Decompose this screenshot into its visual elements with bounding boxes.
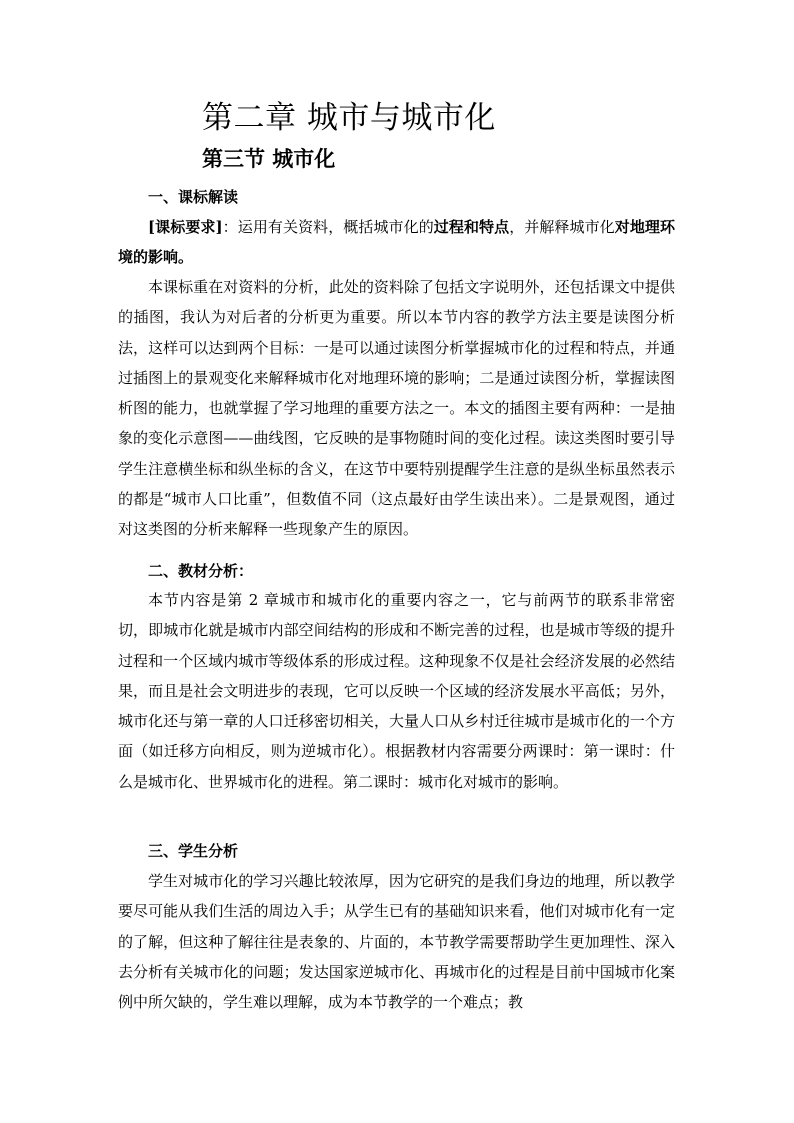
requirement-text-1: ：运用有关资料，概括城市化的: [222, 218, 434, 236]
section-title: 第三节 城市化: [202, 146, 336, 171]
paragraph-curriculum-analysis: 本课标重在对资料的分析，此处的资料除了包括文字说明外，还包括课文中提供的插图，我认为对后者的分析更为重要。所以本节内容的教学方法主要是读图分析法，这样可以达到两个目标：一是可以通过读图分析掌握城市化的过程和特点，并通过插图上的景观变化来解释城市化对地理环境的影响；二是通过读图分析，掌握读图析图的能力，也就掌握了学习地理的重要方法之一。本文的插图主要有两种：一是抽象的变化示意图——曲线图，它反映的是事物随时间的变化过程。读这类图时要引导学生注意横坐标和纵坐标的含义，在这节中要特别提醒学生注意的是纵坐标虽然表示的都是“城市人口比重”，但数值不同（这点最好由学生读出来）。二是景观图，通过对这类图的分析来解释一些现象产生的原因。: [118, 278, 675, 539]
heading-student-analysis: 三、学生分析: [148, 842, 239, 860]
chapter-title: 第二章 城市与城市化: [202, 100, 496, 136]
paragraph-student-analysis: 学生对城市化的学习兴趣比较浓厚，因为它研究的是我们身边的地理，所以教学要尽可能从我们生活的周边入手；从学生已有的基础知识来看，他们对城市化有一定的了解，但这种了解往往是表象的、片面的，本节教学需要帮助学生更加理性、深入去分析有关城市化的问题；发达国家逆城市化、再城市化的过程是目前中国城市化案例中所欠缺的，学生难以理解，成为本节教学的一个难点；教: [118, 872, 675, 1012]
requirement-bold-2: 对地理环境的影响。: [118, 218, 675, 267]
requirement-label: [课标要求]: [148, 218, 223, 236]
requirement-text-2: ，并解释城市化: [509, 218, 615, 236]
requirement-bold-1: 过程和特点: [433, 218, 510, 236]
heading-curriculum-interpretation: 一、课标解读: [148, 188, 239, 206]
paragraph-curriculum-requirement: [118, 212, 675, 273]
heading-textbook-analysis: 二、教材分析：: [148, 562, 254, 580]
paragraph-textbook-analysis: 本节内容是第 2 章城市和城市化的重要内容之一，它与前两节的联系非常密切，即城市化就是城市内部空间结构的形成和不断完善的过程，也是城市等级的提升过程和一个区域内城市等级体系的形成过程。这种现象不仅是社会经济发展的必然结果，而且是社会文明进步的表现，它可以反映一个区域的经济发展水平高低；另外，城市化还与第一章的人口迁移密切相关，大量人口从乡村迁往城市是城市化的一个方面（如迁移方向相反，则为逆城市化）。根据教材内容需要分两课时：第一课时：什么是城市化、世界城市化的进程。第二课时：城市化对城市的影响。: [118, 591, 675, 791]
